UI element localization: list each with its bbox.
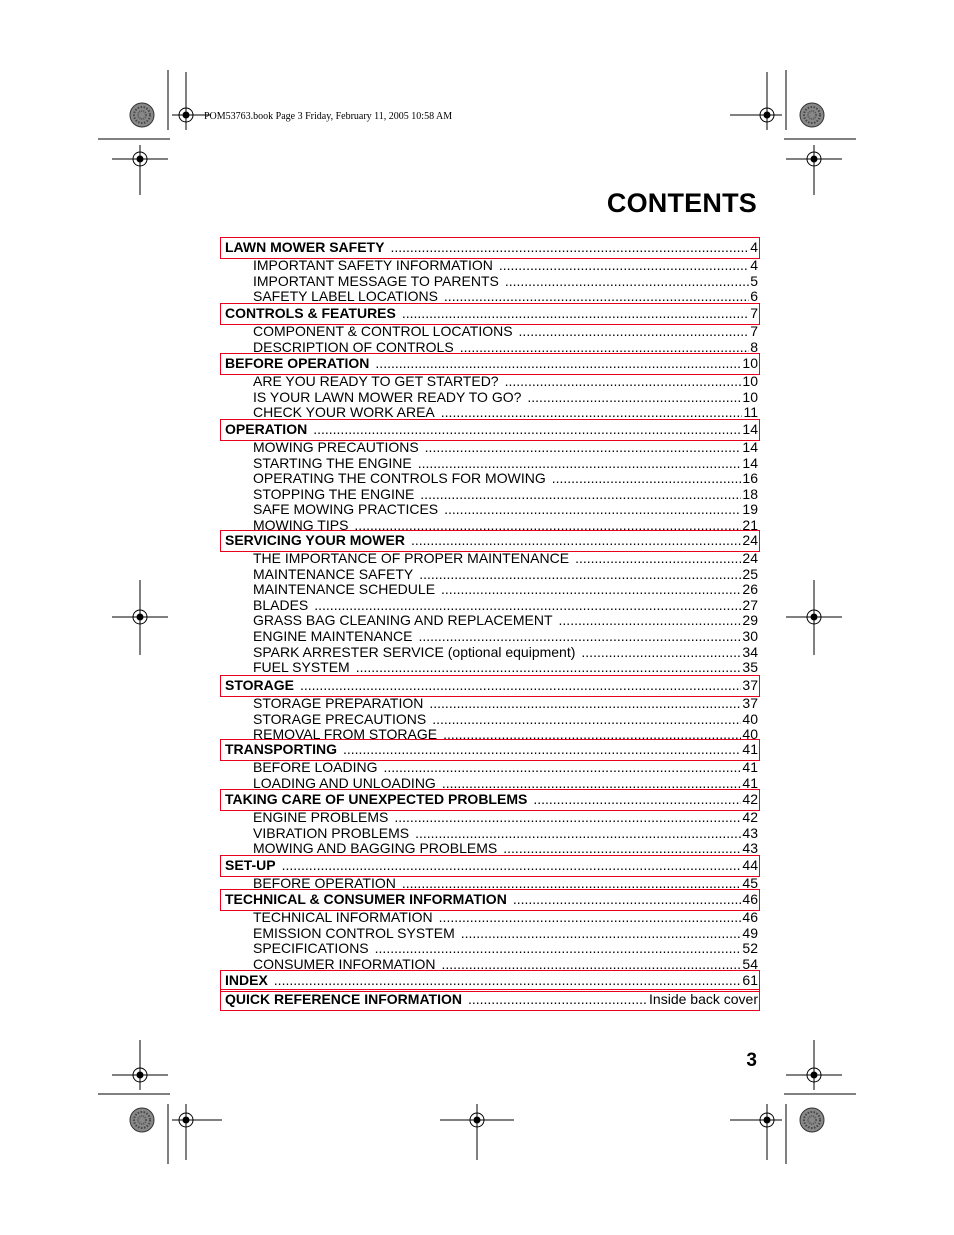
leader-dots (581, 644, 741, 661)
toc-section-label: SERVICING YOUR MOWER (225, 532, 405, 548)
toc-item-page: 45 (742, 875, 758, 891)
toc-section-label: SET-UP (225, 857, 276, 873)
leader-dots (419, 566, 741, 583)
toc-section-row[interactable] (225, 891, 758, 908)
toc-section-page: 61 (742, 972, 758, 988)
toc-item-label: STARTING THE ENGINE (253, 454, 412, 471)
toc-item-page: 34 (742, 643, 758, 660)
toc-item-page: 18 (742, 485, 758, 502)
leader-dots (274, 972, 742, 989)
toc-item-label: ENGINE PROBLEMS (253, 809, 389, 825)
toc-item-label: DESCRIPTION OF CONTROLS (253, 338, 454, 355)
page-number: 3 (746, 1050, 757, 1071)
toc-item-row[interactable] (253, 825, 758, 842)
toc-section-row[interactable] (225, 421, 758, 438)
toc-section-page: 7 (750, 305, 758, 321)
toc-item-page: 35 (742, 659, 758, 676)
toc-section-label: OPERATION (225, 421, 308, 437)
toc-section-page: 14 (742, 421, 758, 437)
toc-section-label: TECHNICAL & CONSUMER INFORMATION (225, 891, 507, 907)
leader-dots (343, 741, 741, 758)
toc-item-label: ENGINE MAINTENANCE (253, 628, 413, 644)
toc-item-label: ARE YOU READY TO GET STARTED? (253, 373, 499, 389)
toc-item-row[interactable] (253, 323, 758, 340)
toc-item-label: STOPPING THE ENGINE (253, 485, 415, 502)
toc-item-label: SAFETY LABEL LOCATIONS (253, 288, 438, 305)
toc-item-page: 14 (742, 454, 758, 471)
toc-section-row[interactable] (225, 857, 758, 874)
toc-item-row[interactable] (253, 455, 758, 472)
toc-item-label: THE IMPORTANCE OF PROPER MAINTENANCE (253, 550, 570, 566)
leader-dots (282, 857, 742, 874)
toc-item-label: TECHNICAL INFORMATION (253, 909, 433, 925)
leader-dots (356, 659, 742, 676)
toc-item-page: 30 (742, 628, 758, 644)
leader-dots (552, 470, 742, 487)
leader-dots (461, 925, 742, 942)
toc-item-label: MAINTENANCE SAFETY (253, 565, 414, 582)
toc-item-page: 19 (742, 501, 758, 518)
leader-dots (415, 825, 741, 842)
toc-item-row[interactable] (253, 501, 758, 518)
toc-item-label: IMPORTANT SAFETY INFORMATION (253, 257, 493, 273)
toc-item-row[interactable] (253, 257, 758, 274)
toc-item-page: 46 (742, 909, 758, 925)
toc-item-row[interactable] (253, 389, 758, 406)
toc-item-label: SPARK ARRESTER SERVICE (optional equipment) (253, 643, 576, 660)
toc-item-page: 40 (742, 710, 758, 727)
toc-item-label: SAFE MOWING PRACTICES (253, 501, 439, 518)
toc-section-row[interactable] (225, 239, 758, 256)
toc-section-label: INDEX (225, 972, 268, 988)
leader-dots (432, 711, 741, 728)
toc-section-page: 44 (742, 857, 758, 873)
leader-dots (533, 791, 741, 808)
toc-item-row[interactable] (253, 566, 758, 583)
toc-section-page: 4 (750, 239, 758, 255)
toc-section-label: STORAGE (225, 677, 294, 693)
leader-dots (519, 323, 750, 340)
toc-section-row[interactable] (225, 355, 758, 372)
leader-dots (383, 759, 741, 776)
leader-dots (575, 550, 741, 567)
toc-section-page: 10 (742, 355, 758, 371)
toc-item-row[interactable] (253, 711, 758, 728)
toc-item-page: 10 (742, 388, 758, 405)
toc-item-label: IMPORTANT MESSAGE TO PARENTS (253, 272, 499, 289)
leader-dots (420, 486, 741, 503)
toc-item-label: IS YOUR LAWN MOWER READY TO GO? (253, 388, 522, 405)
leader-dots (444, 501, 741, 518)
toc-section-label: TAKING CARE OF UNEXPECTED PROBLEMS (225, 791, 528, 807)
leader-dots (390, 239, 749, 256)
leader-dots (441, 581, 741, 598)
toc-item-page: 40 (742, 726, 758, 743)
toc-section-row[interactable] (225, 791, 758, 808)
toc-item-page: 42 (742, 809, 758, 825)
toc-item-row[interactable] (253, 925, 758, 942)
toc-item-page: 16 (742, 470, 758, 487)
leader-dots (527, 389, 741, 406)
toc-item-label: STORAGE PREPARATION (253, 695, 424, 711)
toc-item-label: MOWING AND BAGGING PROBLEMS (253, 840, 498, 857)
leader-dots (439, 909, 742, 926)
leader-dots (300, 677, 741, 694)
toc-section-label: QUICK REFERENCE INFORMATION (225, 991, 462, 1007)
toc-item-row[interactable] (253, 612, 758, 629)
toc-item-page: 52 (742, 940, 758, 957)
leader-dots (418, 455, 742, 472)
toc-section-row[interactable] (225, 741, 758, 758)
leader-dots (411, 532, 741, 549)
toc-item-row[interactable] (253, 439, 758, 456)
leader-dots (313, 421, 741, 438)
toc-section-row[interactable] (225, 305, 758, 322)
print-header: POM53763.book Page 3 Friday, February 11, 2005 10:58 AM (204, 111, 453, 122)
toc-item-label: REMOVAL FROM STORAGE (253, 726, 438, 743)
toc-item-label: BLADES (253, 596, 309, 613)
toc-item-page: 10 (742, 373, 758, 389)
toc-item-row[interactable] (253, 940, 758, 957)
toc-item-row[interactable] (253, 550, 758, 567)
leader-dots (468, 991, 648, 1008)
toc-item-page: 8 (750, 338, 758, 355)
toc-item-label: VIBRATION PROBLEMS (253, 824, 410, 841)
toc-item-page: 54 (742, 955, 758, 972)
toc-item-row[interactable] (253, 373, 758, 390)
toc-section-row[interactable] (225, 677, 758, 694)
toc-item-label: EMISSION CONTROL SYSTEM (253, 924, 455, 941)
toc-item-label: FUEL SYSTEM (253, 659, 350, 676)
toc-item-label: CHECK YOUR WORK AREA (253, 404, 435, 421)
toc-item-page: 49 (742, 924, 758, 941)
toc-item-page: 6 (750, 288, 758, 305)
leader-dots (499, 257, 749, 274)
toc-section-label: LAWN MOWER SAFETY (225, 239, 385, 255)
toc-item-page: 24 (742, 550, 758, 566)
toc-section-page: 46 (742, 891, 758, 907)
leader-dots (375, 940, 742, 957)
toc-section-page: 41 (742, 741, 758, 757)
toc-item-page: 26 (742, 581, 758, 598)
leader-dots (402, 305, 749, 322)
leader-dots (429, 695, 741, 712)
toc-item-row[interactable] (253, 759, 758, 776)
toc-item-row[interactable] (253, 628, 758, 645)
toc-item-label: COMPONENT & CONTROL LOCATIONS (253, 323, 513, 339)
toc-item-page: 41 (742, 759, 758, 775)
toc-item-page: 29 (742, 612, 758, 629)
leader-dots (425, 439, 742, 456)
toc-item-row[interactable] (253, 695, 758, 712)
leader-dots (314, 597, 741, 614)
toc-section-page: 42 (742, 791, 758, 807)
toc-item-label: MAINTENANCE SCHEDULE (253, 581, 436, 598)
toc-item-page: 41 (742, 774, 758, 791)
toc-item-page: 37 (742, 695, 758, 711)
toc-item-row[interactable] (253, 644, 758, 661)
leader-dots (375, 355, 741, 372)
toc-item-page: 43 (742, 840, 758, 857)
page-title: CONTENTS (606, 188, 757, 218)
toc-item-page: 25 (742, 565, 758, 582)
toc-item-label: MOWING TIPS (253, 517, 349, 533)
toc-item-row[interactable] (253, 470, 758, 487)
toc-item-page: 27 (742, 596, 758, 613)
toc-item-page: 5 (750, 272, 758, 289)
toc-item-page: 11 (743, 404, 758, 421)
toc-section-label: CONTROLS & FEATURES (225, 305, 396, 321)
toc-item-row[interactable] (253, 909, 758, 926)
toc-item-row[interactable] (253, 597, 758, 614)
toc-item-row[interactable] (253, 659, 758, 676)
toc-item-label: LOADING AND UNLOADING (253, 774, 436, 791)
toc-section-label: TRANSPORTING (225, 741, 337, 757)
toc-item-page: 14 (742, 439, 758, 455)
toc-item-row[interactable] (253, 809, 758, 826)
toc-item-row[interactable] (253, 486, 758, 503)
toc-item-page: 21 (742, 517, 758, 533)
toc-item-label: BEFORE OPERATION (253, 875, 396, 891)
leader-dots (418, 628, 741, 645)
toc-section-row[interactable] (225, 991, 758, 1008)
toc-section-page: Inside back cover (649, 991, 758, 1007)
toc-item-page: 4 (750, 257, 758, 273)
toc-item-label: BEFORE LOADING (253, 759, 378, 775)
toc-section-label: BEFORE OPERATION (225, 355, 370, 371)
leader-dots (394, 809, 741, 826)
toc-section-page: 37 (742, 677, 758, 693)
toc-item-label: GRASS BAG CLEANING AND REPLACEMENT (253, 612, 553, 629)
leader-dots (559, 612, 742, 629)
toc-section-row[interactable] (225, 972, 758, 989)
toc-item-label: OPERATING THE CONTROLS FOR MOWING (253, 470, 546, 487)
toc-item-label: CONSUMER INFORMATION (253, 955, 436, 972)
toc-item-row[interactable] (253, 581, 758, 598)
toc-section-row[interactable] (225, 532, 758, 549)
toc-item-page: 7 (750, 323, 758, 339)
toc-item-page: 43 (742, 824, 758, 841)
toc-item-label: MOWING PRECAUTIONS (253, 439, 419, 455)
toc-item-row[interactable] (253, 273, 758, 290)
leader-dots (505, 273, 749, 290)
leader-dots (513, 891, 742, 908)
toc-section-page: 24 (742, 532, 758, 548)
toc-item-label: SPECIFICATIONS (253, 940, 369, 957)
toc-item-label: STORAGE PRECAUTIONS (253, 710, 427, 727)
leader-dots (505, 373, 742, 390)
